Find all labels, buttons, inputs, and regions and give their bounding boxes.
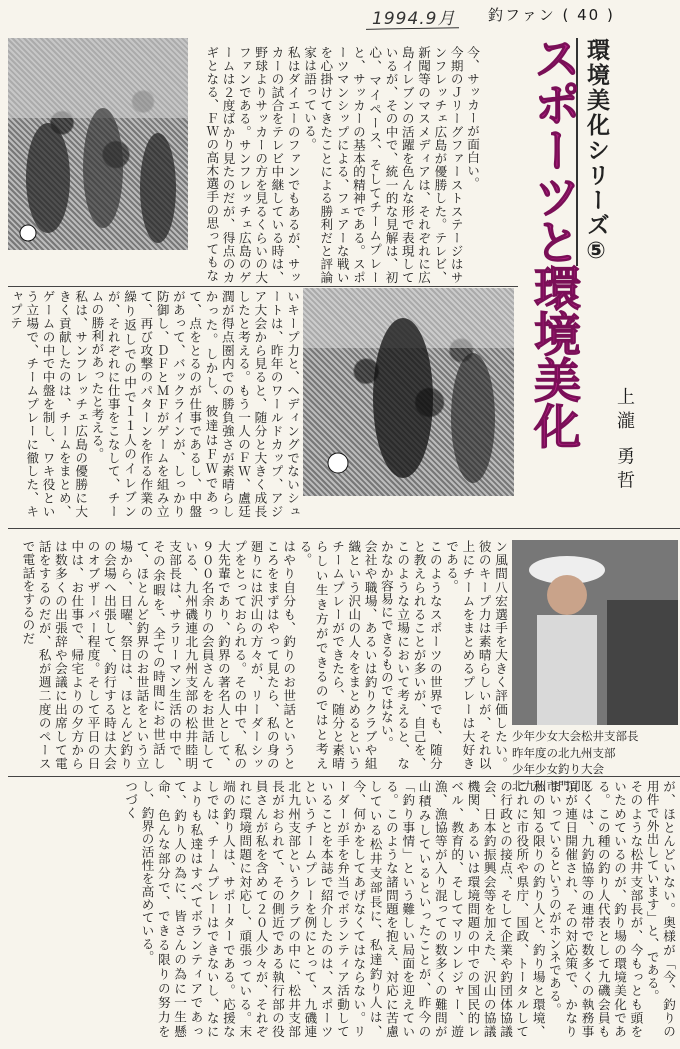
handwritten-date: 1994.9月 <box>372 4 455 29</box>
section-divider <box>8 528 680 529</box>
caption-line: 少年少女釣り大会 <box>512 762 604 776</box>
article-column-3: ン風間八宏選手を大きく評価したい。彼のキープ力は素晴らしいが、それ以上にチームをまとめるプレーは大好きである。 このようなスポーツの世界でも、随分と教えられることが多いが、自己を、このような立場において考えると、なかなか容易にできるものではない。 会社や職場、あるいは釣りクラブや組織という沢山の人々をまとめるというチームプレーができたら、随分と素晴らしい生き方ができるのではと考える。 はやり自分も、釣りのお世話というところをまずはやって見たら、私の身の廻りには沢山の方々が、リーダーシップをとっておられる。その中で、私の大先輩であり、釣界の著名人として、９００名余りの会員さんをお世話している、九州磯連北九州支部の松井睦明支部長は、サラリーマン生活の中で、その余暇を、全ての時間にお世話して、ほとんど釣界のお世話をという立場から、日曜、祭日は、ほとんど釣りの会場へ出張して、釣行する時は大会のオブザーバー程度。そして平日の日中は、お仕事で、帰宅よりの夕方からは数多くの出張辞や会議に出席して電話をするのだが、私が週二度のペースで電話をするのだ <box>20 540 508 770</box>
section-divider <box>8 776 680 777</box>
caption-line: 北九州市門司区 <box>512 778 593 793</box>
article-column-1: 今、サッカーが面白い。 今期のＪリーグファーストステージはサンフレッチェ広島が優勝した。テレビ、新聞等のマスメディアは、それぞれに広島イレブンの活躍を色んな形で表現しているが、その中で、統一的な見解は、初心、マイペース、そしてチームプレーと、サッカーの基本的精神である。スポーツマンシップによる、フェアーな戦いを心掛けてきたことによる勝利だと評論家は語っている。 私はダイエーのファンでもあるが、サッカーの試合をテレビ中継している時は、野球よりサッカーの方を見るくらいの大ファンである。サンフレッチェ広島のゲームは２度ばかり見たのだが、得点のカギとなる、ＦＷの高木選手の思ってもな <box>204 46 480 284</box>
caption-line: 昨年度の北九州支部 <box>512 745 616 760</box>
section-divider <box>8 286 518 287</box>
fishing-leader-photo <box>512 540 678 725</box>
page-header: 釣ファン ( 40 ) <box>488 6 615 24</box>
author-name: 上瀧 勇哲 <box>614 387 635 495</box>
series-title: 環境美化シリーズ⑤ <box>576 38 613 266</box>
soccer-photo-2 <box>303 288 514 496</box>
article-column-4: が、ほとんどいない。奥様が「今、釣りの用件で外出しています」と、である。 そのような松井支部長が、今もっとも頭をいためているのが、釣り場の環境美化である。この種の釣り人代表として九磯会員もしくは、九釣協等の連帯で数多くの執務事項が連日開催され、その対応策で、かなりまいっているというのがホンネである。 私の知る限りの釣り人と、釣り場と環境、これに市役所や県庁、国政、トータルしての行政との接点、そして企業や釣団体協議会、日本釣振興会等を加えた、沢山の協議機関、あるいは環境問題の中での国民的レベル、教育的、そしてマリンレジャー、遊漁、漁協等が入り混っての数多くの難問が山積みしているといったことが、昨今の「釣り事情」という難しい局面を迎えている。このような諸問題を抱え、対応に苦慮している松井支部長に、私達釣り人は、今、何かをしてあげなくてはならない。リーダーが手を弁当でボランティア活動していることを本誌で紹介したのは、スポーツというチームプレーを例にとって、九磯連北九州支部というクラブの中に、松井支部長がおられて、その側近である執行部の役員さんが私を含めて２０人少々が、それぞれに環境問題に対応し、頑張っている。末端の釣り人は、サポーターである。応援なしでは、チームプレーはできないし、なによりも私達はすべてボランティアであって、釣り人の為に、皆さんの為に一生懸命、色んな部分で、できる限りの努力をし、釣界の活性を高めている。 つづく <box>123 780 676 1038</box>
soccer-photo-1 <box>8 38 188 250</box>
caption-line: 少年少女大会松井支部長 <box>512 729 639 743</box>
main-title: スポーツと環境美化 <box>526 34 581 448</box>
article-column-2: いキープ力と、ヘディングでないシュートは、昨年のワールドカップ、アジア大会から見ると、随分と大きく成長したと考える。もう一人のＦＷ、盧廷潤が得点圏内での勝負強さが素晴らしかった。しかし、彼達はＦＷであって、点をとるのが仕事であるし、中盤があって、バックラインが、しっかり防御し、ＤＦとＭＦがゲームを組み立て、再び攻撃のパターンを作る作業の繰り返しでの中で１１人のイレブンが、それぞれに仕事をこなして、チームの勝利があったと考える。 私は、サンフレッチェ広島の優勝に大きく貢献したのは、チームをまとめ、ゲームの中で中盤を制し、ワキ役という立場で、チームプレーに徹した、キャプテ <box>8 290 300 518</box>
